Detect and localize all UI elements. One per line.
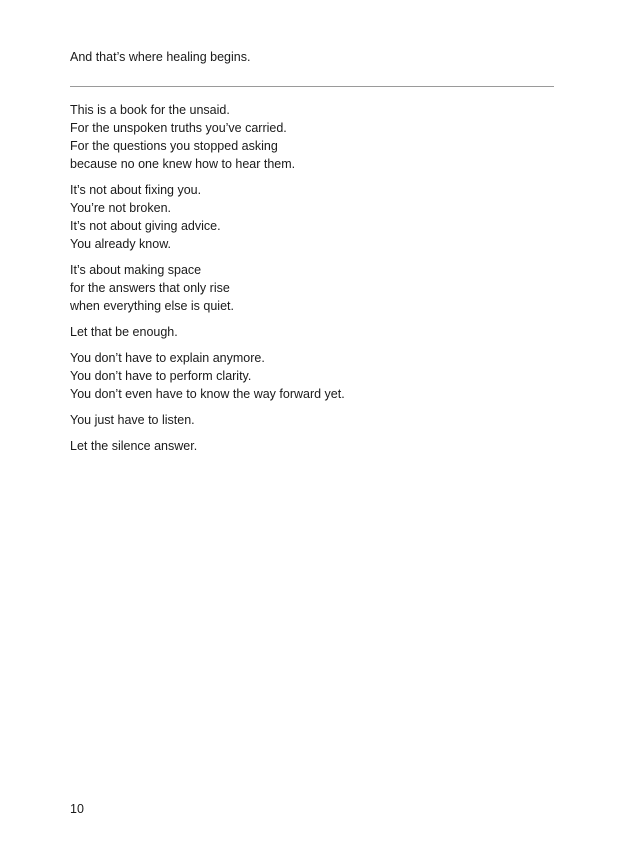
stanza-3: [70, 261, 550, 315]
text-line: You don’t even have to know the way forward yet.: [70, 387, 345, 401]
text-line: It’s not about giving advice.: [70, 219, 221, 233]
text-line: This is a book for the unsaid.: [70, 103, 230, 117]
text-line: It’s about making space: [70, 263, 202, 277]
text-line: For the unspoken truths you’ve carried.: [70, 121, 287, 135]
text-line: It’s not about fixing you.: [70, 183, 202, 197]
poem-body: [70, 101, 550, 463]
text-line: You’re not broken.: [70, 201, 172, 215]
text-line: Let that be enough.: [70, 325, 178, 339]
opening-line: And that’s where healing begins.: [70, 50, 251, 64]
horizontal-divider: [70, 86, 554, 87]
text-line: You don’t have to explain anymore.: [70, 351, 265, 365]
text-line: when everything else is quiet.: [70, 299, 234, 313]
stanza-2: [70, 181, 550, 253]
text-line: You just have to listen.: [70, 413, 195, 427]
stanza-6: [70, 411, 550, 429]
text-line: Let the silence answer.: [70, 439, 198, 453]
page-number: 10: [70, 802, 84, 816]
text-line: because no one knew how to hear them.: [70, 157, 296, 171]
text-line: You don’t have to perform clarity.: [70, 369, 252, 383]
text-line: You already know.: [70, 237, 172, 251]
text-line: For the questions you stopped asking: [70, 139, 278, 153]
text-line: for the answers that only rise: [70, 281, 230, 295]
stanza-1: [70, 101, 550, 173]
stanza-4: [70, 323, 550, 341]
stanza-5: [70, 349, 550, 403]
stanza-7: [70, 437, 550, 455]
